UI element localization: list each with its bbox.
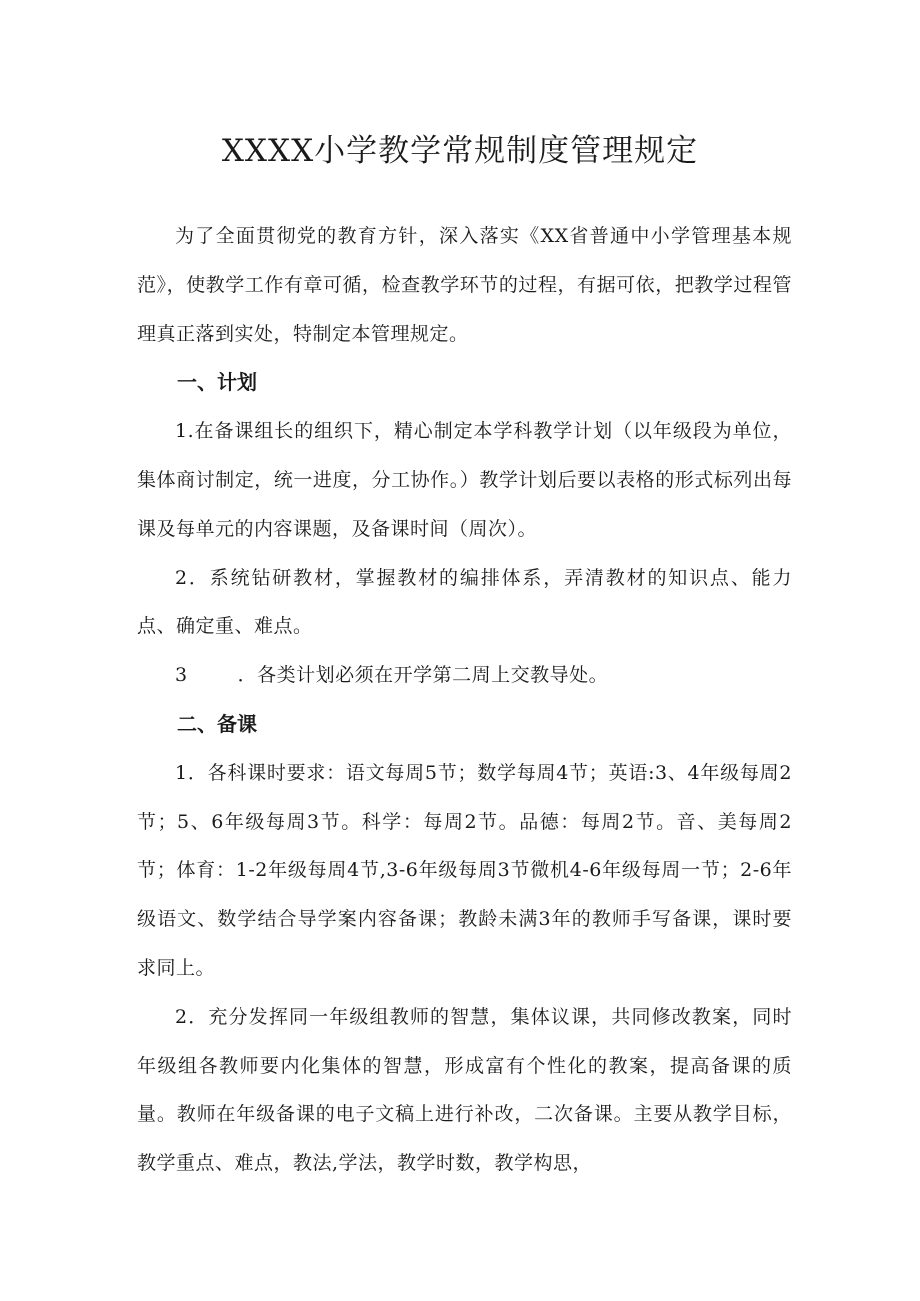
plan-item-3-text: ．各类计划必须在开学第二周上交教导处。 — [237, 664, 609, 687]
plan-item-1: 1.在备课组长的组织下，精心制定本学科教学计划（以年级段为单位，集体商讨制定，统一进度，分工协作。）教学计划后要以表格的形式标列出每课及每单元的内容课题，及备课时间（周次）。 — [137, 420, 792, 540]
lesson-prep-item-2: 2．充分发挥同一年级组教师的智慧，集体议课，共同修改教案，同时年级组各教师要内化集体的智慧，形成富有个性化的教案，提高备课的质量。教师在年级备课的电子文稿上进行补改，二次备课。主要从教学目标，教学重点、难点，教法,学法，教学时数，教学构思， — [137, 1005, 792, 1175]
section-heading-lesson-prep: 二、备课 — [177, 711, 257, 736]
lesson-prep-item-1: 1．各科课时要求：语文每周5节；数学每周4节；英语:3、4年级每周2节；5、6年级每周3节。科学：每周2节。品德：每周2节。音、美每周2节；体育：1-2年级每周4节,3-6年级每周3节微机4-6年级每周一节；2-6年级语文、数学结合导学案内容备课；教龄未满3年的教师手写备课，课时要求同上。 — [137, 761, 792, 979]
document-title: XXXX小学教学常规制度管理规定 — [221, 132, 699, 169]
plan-item-3 — [137, 651, 792, 700]
plan-item-3-number: 3 — [175, 664, 188, 687]
plan-item-2: 2．系统钻研教材，掌握教材的编排体系，弄清教材的知识点、能力点、确定重、难点。 — [137, 566, 792, 638]
section-heading-plan: 一、计划 — [177, 370, 257, 395]
intro-paragraph: 为了全面贯彻党的教育方针，深入落实《XX省普通中小学管理基本规范》，使教学工作有章可循，检查教学环节的过程，有据可依，把教学过程管理真正落到实处，特制定本管理规定。 — [137, 225, 792, 345]
document-body — [137, 212, 792, 1188]
